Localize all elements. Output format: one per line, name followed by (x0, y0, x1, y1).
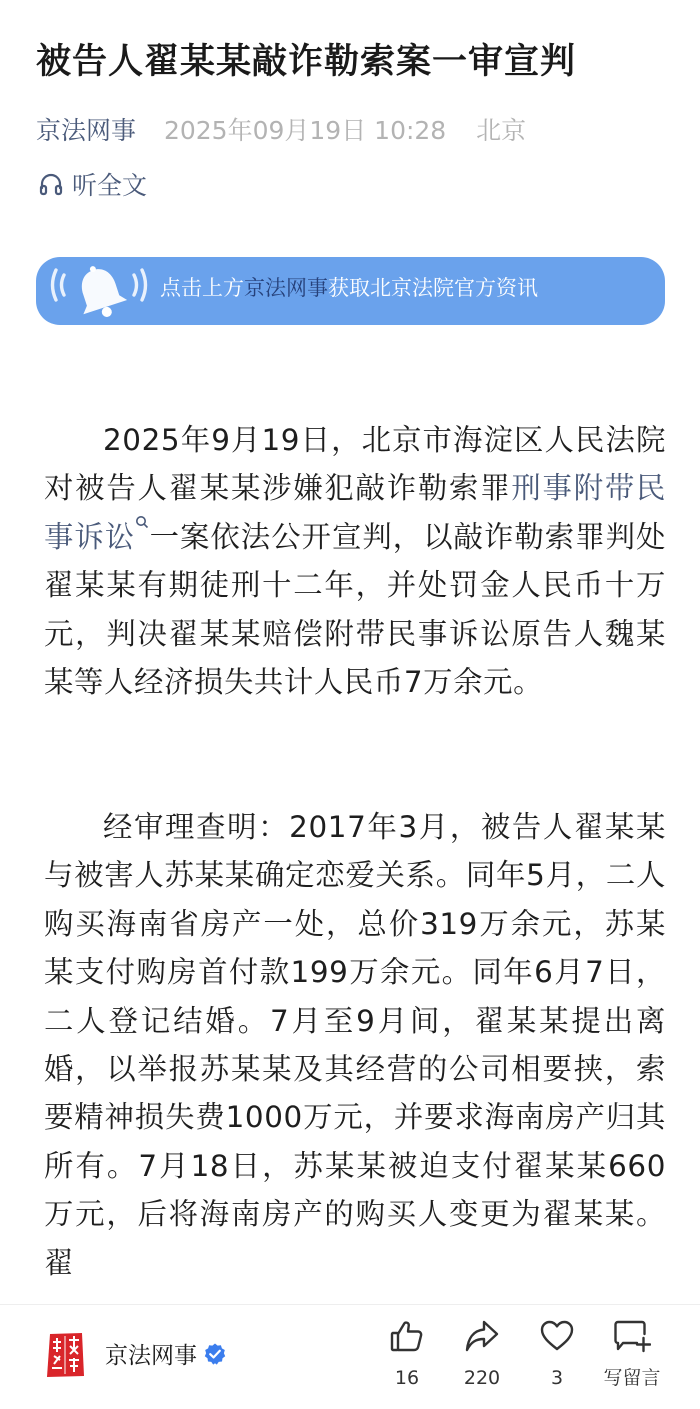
share-arrow-icon (464, 1318, 500, 1354)
like-count: 16 (394, 1367, 420, 1389)
paragraph-text: 一案依法公开宣判，以敲诈勒索罪判处翟某某有期徒刑十二年，并处罚金人民币十万元，判决翟某某赔偿附带民事诉讼原告人魏某某等人经济损失共计人民币7万余元。 (44, 519, 666, 700)
banner-text-after: 获取北京法院官方资讯 (328, 276, 538, 300)
listen-label: 听全文 (72, 171, 148, 200)
banner-text-before: 点击上方 (160, 276, 244, 300)
article-paragraph: 经审理查明：2017年3月，被告人翟某某与被害人苏某某确定恋爱关系。同年5月，二人购买海南省房产一处，总价319万余元，苏某某支付购房首付款199万余元。同年6月7日，二人登记结婚。7月至9月间，翟某某提出离婚，以举报苏某某及其经营的公司相要挟，索要精神损失费1000万元，并要求海南房产归其所有。7月18日，苏某某被迫支付翟某某660万元，后将海南房产的购买人变更为翟某某。翟 (44, 810, 666, 1280)
follow-account-banner[interactable] (36, 257, 665, 325)
article-title: 被告人翟某某敲诈勒索案一审宣判 (36, 42, 577, 82)
bell-icon (50, 261, 150, 321)
search-icon[interactable] (135, 515, 149, 529)
write-comment-button[interactable] (592, 1318, 672, 1398)
favorite-button[interactable] (517, 1318, 597, 1398)
heart-icon (539, 1318, 575, 1354)
verified-badge-icon (203, 1342, 227, 1366)
account-avatar-seal-icon[interactable] (44, 1330, 86, 1380)
thumbs-up-icon (389, 1318, 425, 1354)
headphones-icon (38, 171, 64, 197)
account-name[interactable] (105, 1337, 227, 1370)
paragraph-text: 2025年9月19日，北京市海淀区人民法院对被告人翟某某涉嫌犯敲诈勒索罪 (44, 423, 666, 506)
banner-text (160, 257, 538, 325)
keyword-link[interactable]: 刑事附带民事诉讼 (44, 471, 666, 554)
article-date: 2025年09月19日 10:28 (163, 116, 447, 145)
comment-add-icon (613, 1318, 651, 1354)
banner-account-name: 京法网事 (244, 276, 328, 300)
account-name-label: 京法网事 (105, 1343, 197, 1369)
listen-full-text-button[interactable] (38, 166, 147, 202)
article-source-link[interactable]: 京法网事 (36, 116, 137, 145)
article-meta (36, 113, 526, 149)
share-count: 220 (463, 1367, 501, 1389)
like-button[interactable] (367, 1318, 447, 1398)
share-button[interactable] (442, 1318, 522, 1398)
article-location: 北京 (476, 116, 527, 145)
favorite-count: 3 (550, 1367, 564, 1389)
write-comment-label: 写留言 (603, 1367, 661, 1389)
article-paragraph (44, 416, 666, 706)
